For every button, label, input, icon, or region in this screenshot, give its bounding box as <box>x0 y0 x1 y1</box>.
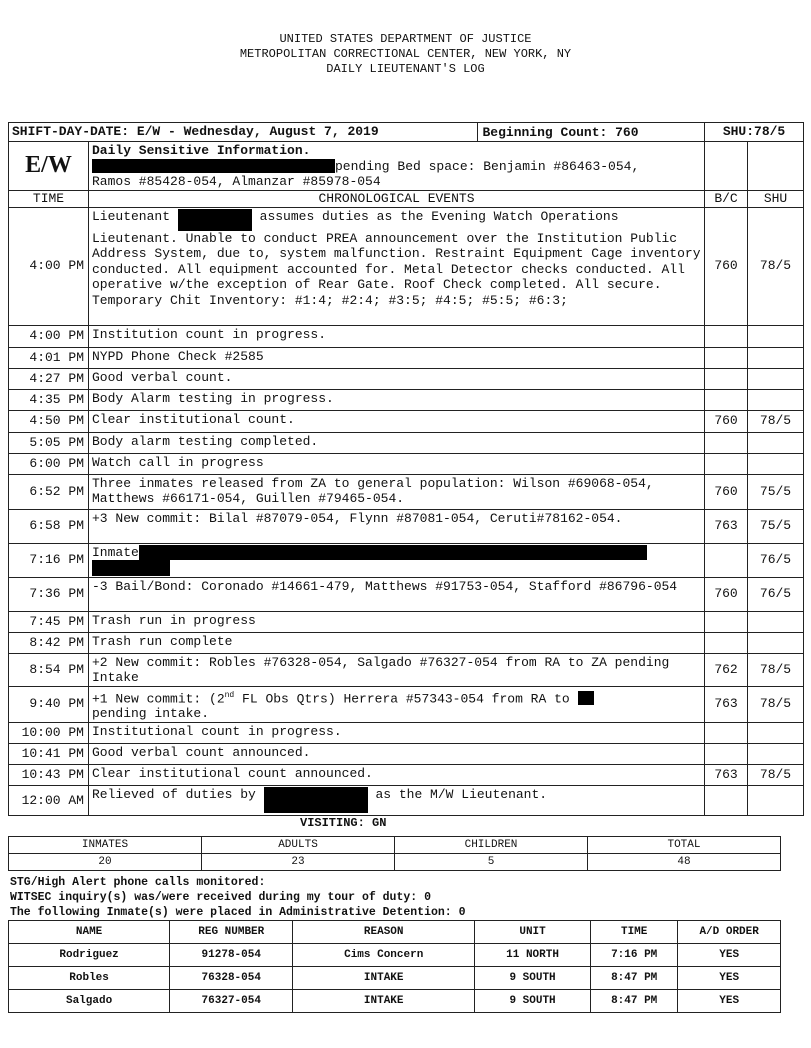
log-shu: 76/5 <box>748 543 804 577</box>
log-title: DAILY LIEUTENANT'S LOG <box>326 62 485 76</box>
log-event: Trash run complete <box>89 632 705 653</box>
log-row <box>9 389 804 410</box>
log-bc <box>705 325 748 347</box>
ad-reason: INTAKE <box>293 967 475 990</box>
redaction-block <box>578 691 594 705</box>
log-shu <box>748 785 804 815</box>
ad-reg: 91278-054 <box>170 944 293 967</box>
log-time: 4:50 PM <box>9 410 89 432</box>
visit-adults: 23 <box>202 854 395 871</box>
log-event: NYPD Phone Check #2585 <box>89 347 705 368</box>
ad-unit: 9 SOUTH <box>475 967 591 990</box>
beginning-count: Beginning Count: 760 <box>482 124 639 140</box>
event-text-cont: pending intake. <box>92 706 210 722</box>
log-row <box>9 743 804 764</box>
superscript: nd <box>224 690 235 700</box>
log-event: Good verbal count. <box>89 368 705 389</box>
log-row <box>9 611 804 632</box>
sensitive-info <box>89 142 705 191</box>
log-event: -3 Bail/Bond: Coronado #14661-479, Matthews #91753-054, Stafford #86796-054 <box>89 577 705 611</box>
log-time: 7:45 PM <box>9 611 89 632</box>
log-bc <box>705 432 748 453</box>
log-bc <box>705 632 748 653</box>
redaction-block <box>178 209 252 231</box>
log-bc <box>705 611 748 632</box>
visiting-table <box>8 836 781 871</box>
log-time: 10:41 PM <box>9 743 89 764</box>
log-bc: 760 <box>705 410 748 432</box>
event-text-cont: as the M/W Lieutenant. <box>375 786 548 802</box>
log-bc: 763 <box>705 509 748 543</box>
dept-title: UNITED STATES DEPARTMENT OF JUSTICE <box>279 32 532 46</box>
shift-day-date <box>9 123 705 142</box>
event-text: Inmate <box>92 544 139 560</box>
log-time: 4:01 PM <box>9 347 89 368</box>
log-bc: 762 <box>705 653 748 686</box>
log-row <box>9 474 804 509</box>
log-shu <box>748 432 804 453</box>
ad-unit: 9 SOUTH <box>475 990 591 1013</box>
log-row <box>9 432 804 453</box>
log-row <box>9 325 804 347</box>
log-shu: 76/5 <box>748 577 804 611</box>
witsec-note: WITSEC inquiry(s) was/were received during my tour of duty: 0 <box>10 891 431 904</box>
shift-code: E/W <box>9 142 89 191</box>
log-time: 4:00 PM <box>9 207 89 325</box>
table-row <box>9 990 781 1013</box>
table-row <box>9 944 781 967</box>
log-row <box>9 207 804 325</box>
event-text: +1 New commit: (2 <box>92 690 225 706</box>
ad-reg: 76327-054 <box>170 990 293 1013</box>
log-shu <box>748 743 804 764</box>
log-time: 10:00 PM <box>9 722 89 743</box>
log-bc <box>705 368 748 389</box>
log-time: 7:36 PM <box>9 577 89 611</box>
log-shu: 78/5 <box>748 207 804 325</box>
column-header-row <box>9 190 804 207</box>
log-bc <box>705 543 748 577</box>
log-shu: 78/5 <box>748 653 804 686</box>
log-bc <box>705 453 748 474</box>
log-shu <box>748 347 804 368</box>
log-shu <box>748 611 804 632</box>
log-row <box>9 509 804 543</box>
ad-name: Robles <box>9 967 170 990</box>
log-time: 8:54 PM <box>9 653 89 686</box>
log-time: 7:16 PM <box>9 543 89 577</box>
log-event: Body Alarm testing in progress. <box>89 389 705 410</box>
log-time: 4:00 PM <box>9 325 89 347</box>
log-bc <box>705 743 748 764</box>
log-event: Clear institutional count announced. <box>89 764 705 785</box>
log-row <box>9 632 804 653</box>
redaction-block <box>139 545 647 560</box>
ad-name: Salgado <box>9 990 170 1013</box>
log-time: 6:52 PM <box>9 474 89 509</box>
event-text-cont: FL Obs Qtrs) Herrera #57343-054 from RA to <box>234 690 570 706</box>
log-event: +3 New commit: Bilal #87079-054, Flynn #87081-054, Ceruti#78162-054. <box>89 509 705 543</box>
log-event <box>89 686 705 722</box>
stg-note: STG/High Alert phone calls monitored: <box>10 876 266 889</box>
log-time: 8:42 PM <box>9 632 89 653</box>
log-row <box>9 347 804 368</box>
ad-order: YES <box>678 990 781 1013</box>
log-event: Clear institutional count. <box>89 410 705 432</box>
log-shu: 75/5 <box>748 509 804 543</box>
log-bc <box>705 785 748 815</box>
ad-time: 8:47 PM <box>591 990 678 1013</box>
log-bc <box>705 389 748 410</box>
ad-name: Rodriguez <box>9 944 170 967</box>
redaction-block <box>92 159 335 173</box>
log-time: 9:40 PM <box>9 686 89 722</box>
log-row <box>9 722 804 743</box>
col-bc: B/C <box>705 190 748 207</box>
log-shu <box>748 453 804 474</box>
redaction-block <box>264 787 368 813</box>
shu-cell <box>748 142 804 191</box>
ad-order: YES <box>678 944 781 967</box>
visit-inmates: 20 <box>9 854 202 871</box>
log-event <box>89 207 705 325</box>
shift-row <box>9 123 804 142</box>
divider <box>477 123 478 142</box>
ad-header: REG NUMBER <box>170 921 293 944</box>
log-bc: 760 <box>705 474 748 509</box>
sensitive-title: Daily Sensitive Information. <box>92 143 311 158</box>
ad-unit: 11 NORTH <box>475 944 591 967</box>
log-shu <box>748 632 804 653</box>
log-event: Good verbal count announced. <box>89 743 705 764</box>
ad-time: 7:16 PM <box>591 944 678 967</box>
log-row <box>9 577 804 611</box>
sensitive-info-row <box>9 142 804 191</box>
ad-header: A/D ORDER <box>678 921 781 944</box>
log-bc: 760 <box>705 207 748 325</box>
log-bc: 763 <box>705 764 748 785</box>
log-shu <box>748 722 804 743</box>
ad-header: UNIT <box>475 921 591 944</box>
log-row <box>9 653 804 686</box>
log-time: 6:00 PM <box>9 453 89 474</box>
bc-cell <box>705 142 748 191</box>
ad-header: REASON <box>293 921 475 944</box>
log-row <box>9 410 804 432</box>
col-time: TIME <box>9 190 89 207</box>
log-time: 4:35 PM <box>9 389 89 410</box>
log-shu: 75/5 <box>748 474 804 509</box>
log-bc <box>705 347 748 368</box>
visit-header: ADULTS <box>202 837 395 854</box>
log-event: +2 New commit: Robles #76328-054, Salgado #76327-054 from RA to ZA pending Intake <box>89 653 705 686</box>
log-bc: 760 <box>705 577 748 611</box>
table-row <box>9 967 781 990</box>
log-row <box>9 785 804 815</box>
log-time: 4:27 PM <box>9 368 89 389</box>
chronological-log-table <box>8 122 804 816</box>
admin-detention-note: The following Inmate(s) were placed in Administrative Detention: 0 <box>10 906 466 919</box>
log-event <box>89 543 705 577</box>
log-event: Institution count in progress. <box>89 325 705 347</box>
log-shu <box>748 368 804 389</box>
log-time: 6:58 PM <box>9 509 89 543</box>
admin-detention-table <box>8 920 781 1013</box>
log-event: Trash run in progress <box>89 611 705 632</box>
log-shu <box>748 389 804 410</box>
sensitive-line2: pending Bed space: Benjamin #86463-054, <box>335 158 640 174</box>
log-shu: 78/5 <box>748 686 804 722</box>
sensitive-line3: Ramos #85428-054, Almanzar #85978-054 <box>92 174 381 189</box>
ad-reason: INTAKE <box>293 990 475 1013</box>
event-text: Lieutenant <box>92 208 171 224</box>
log-time: 12:00 AM <box>9 785 89 815</box>
facility-title: METROPOLITAN CORRECTIONAL CENTER, NEW YORK, NY <box>239 47 572 61</box>
visit-total: 48 <box>588 854 781 871</box>
ad-header: TIME <box>591 921 678 944</box>
event-text-cont: assumes duties as the Evening Watch Operations Lieutenant. Unable to conduct PREA announcement over the Institution Public Address System, due to, system malfunction. Restraint Equipment Cage inventory conducted. All equipment accounted for. Metal Detector checks conducted. All operative w/the exception of Rear Gate. Roof Check completed. All secure. Temporary Chit Inventory: #1:4; #2:4; #3:5; #4:5; #5:5; #6:3; <box>92 208 701 308</box>
log-shu: 78/5 <box>748 764 804 785</box>
col-shu: SHU <box>748 190 804 207</box>
log-row <box>9 543 804 577</box>
col-events: CHRONOLOGICAL EVENTS <box>89 190 705 207</box>
ad-reg: 76328-054 <box>170 967 293 990</box>
ad-order: YES <box>678 967 781 990</box>
log-event: Body alarm testing completed. <box>89 432 705 453</box>
log-row <box>9 686 804 722</box>
log-event <box>89 785 705 815</box>
event-text: Relieved of duties by <box>92 786 256 802</box>
log-shu <box>748 325 804 347</box>
redaction-block <box>92 560 170 576</box>
log-event: Watch call in progress <box>89 453 705 474</box>
log-row <box>9 368 804 389</box>
log-row <box>9 764 804 785</box>
ad-reason: Cims Concern <box>293 944 475 967</box>
log-shu: 78/5 <box>748 410 804 432</box>
log-event: Institutional count in progress. <box>89 722 705 743</box>
shift-date-text: SHIFT-DAY-DATE: E/W - Wednesday, August 7, 2019 <box>12 124 379 140</box>
visit-children: 5 <box>395 854 588 871</box>
ad-time: 8:47 PM <box>591 967 678 990</box>
log-time: 5:05 PM <box>9 432 89 453</box>
log-bc: 763 <box>705 686 748 722</box>
log-time: 10:43 PM <box>9 764 89 785</box>
visit-header: TOTAL <box>588 837 781 854</box>
log-bc <box>705 722 748 743</box>
visiting-label: VISITING: GN <box>300 816 387 830</box>
visit-header: INMATES <box>9 837 202 854</box>
log-event: Three inmates released from ZA to general population: Wilson #69068-054, Matthews #66171-054, Guillen #79465-054. <box>89 474 705 509</box>
visit-header: CHILDREN <box>395 837 588 854</box>
log-row <box>9 453 804 474</box>
ad-header: NAME <box>9 921 170 944</box>
shu-count: SHU:78/5 <box>705 123 804 142</box>
